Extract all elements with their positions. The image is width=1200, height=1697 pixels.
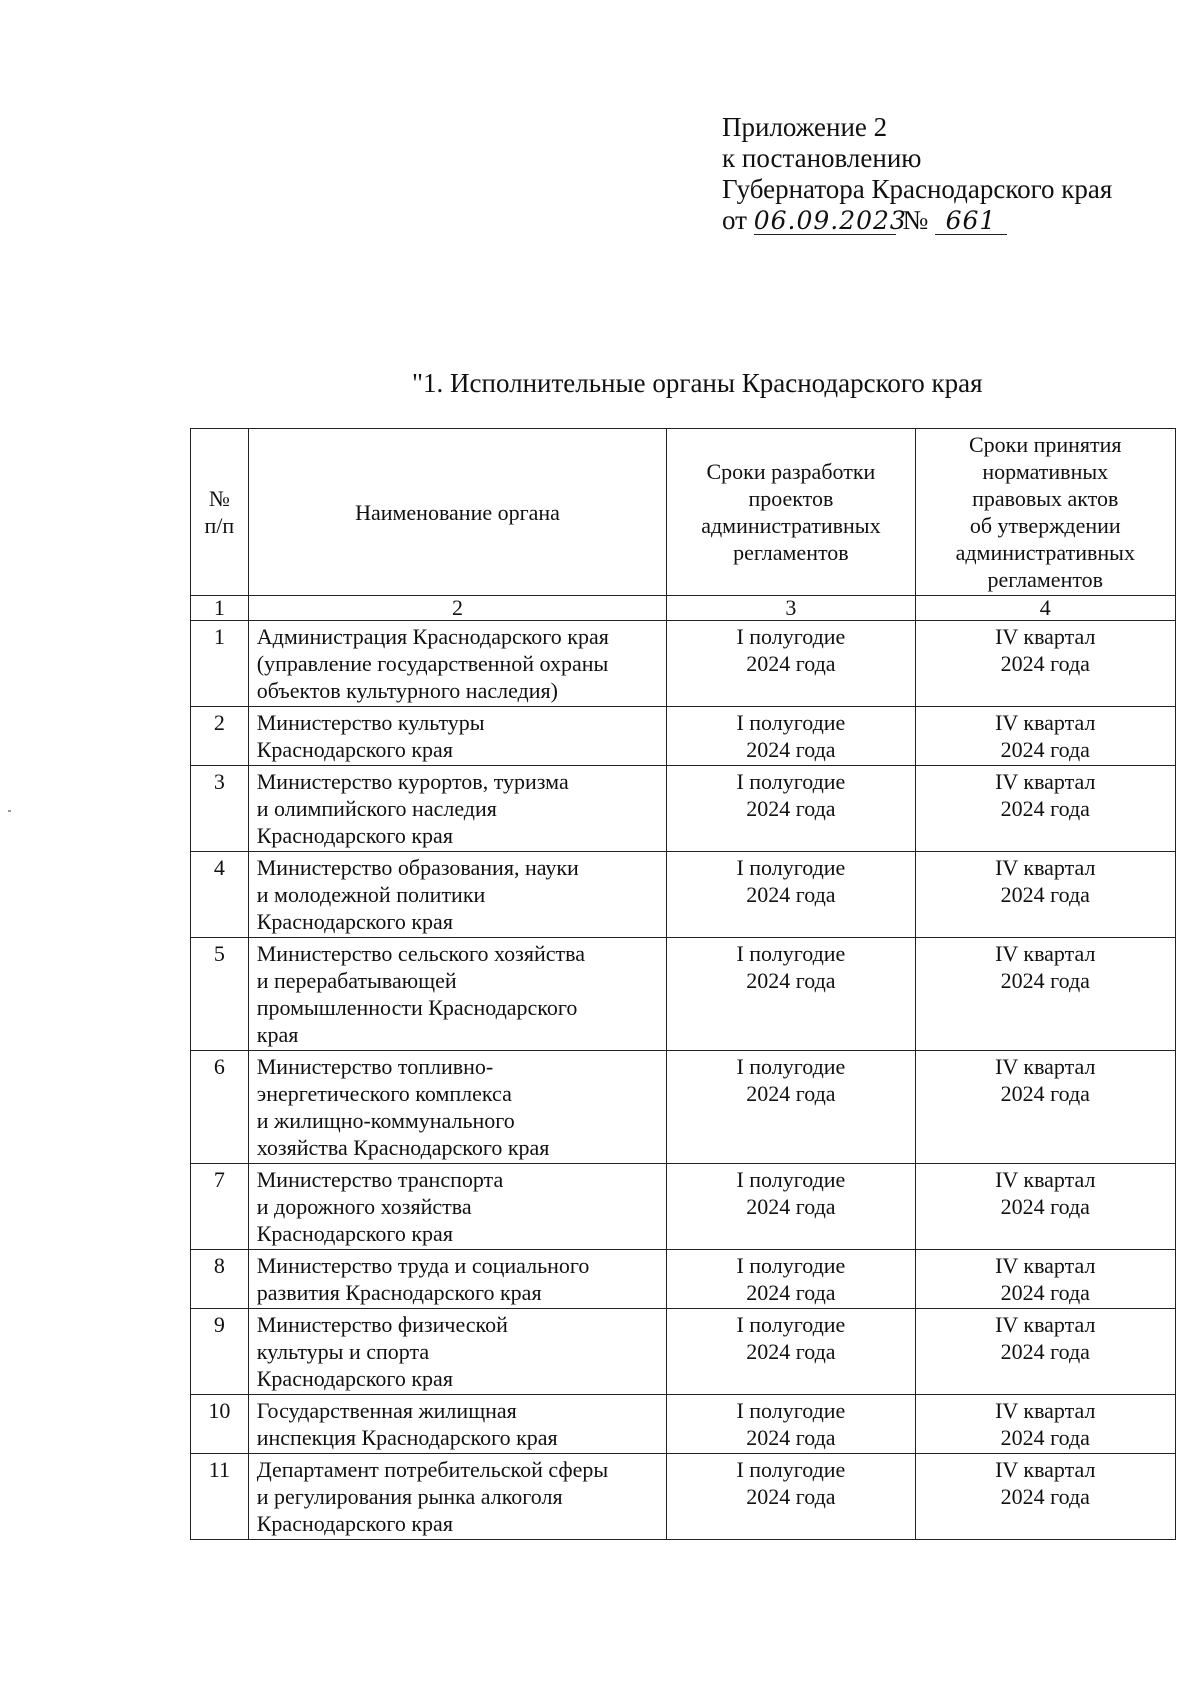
date-number-line: [722, 205, 1112, 236]
table-row: [191, 766, 1176, 852]
table-row: [191, 1454, 1176, 1540]
number-label: №: [902, 205, 929, 235]
organ-name-cell: Министерство транспорта и дорожного хозяйства Краснодарского края: [248, 1164, 667, 1250]
table-row: [191, 621, 1176, 707]
organ-name-cell: Министерство курортов, туризма и олимпийского наследия Краснодарского края: [248, 766, 667, 852]
appendix-header: [722, 112, 1112, 236]
governor-ref: Губернатора Краснодарского края: [722, 174, 1113, 204]
scan-speck: [8, 810, 11, 812]
organ-name-cell: Министерство сельского хозяйства и перерабатывающей промышленности Краснодарского края: [248, 938, 667, 1051]
header-adopt-deadline: Сроки принятия нормативных правовых актов об утверждении административных регламентов: [915, 429, 1175, 596]
dev-deadline-cell: I полугодие 2024 года: [667, 707, 915, 766]
dev-deadline-cell: I полугодие 2024 года: [667, 1309, 915, 1395]
handwritten-number: 661: [935, 208, 1007, 235]
table-row: [191, 938, 1176, 1051]
dev-deadline-cell: I полугодие 2024 года: [667, 852, 915, 938]
section-title: "1. Исполнительные органы Краснодарского края: [412, 368, 983, 398]
dev-deadline-cell: I полугодие 2024 года: [667, 1250, 915, 1309]
regulations-table: [190, 428, 1176, 1540]
table-row: [191, 707, 1176, 766]
organ-name-cell: Администрация Краснодарского края (управление государственной охраны объектов культурного наследия): [248, 621, 667, 707]
row-number-cell: 10: [191, 1395, 249, 1454]
column-number: 3: [667, 596, 915, 621]
row-number-cell: 8: [191, 1250, 249, 1309]
table-row: [191, 1250, 1176, 1309]
column-number: 2: [248, 596, 667, 621]
dev-deadline-cell: I полугодие 2024 года: [667, 1454, 915, 1540]
row-number-cell: 2: [191, 707, 249, 766]
row-number-cell: 1: [191, 621, 249, 707]
table-body: [191, 621, 1176, 1540]
row-number-cell: 7: [191, 1164, 249, 1250]
organ-name-cell: Министерство труда и социального развития Краснодарского края: [248, 1250, 667, 1309]
adopt-deadline-cell: IV квартал 2024 года: [915, 938, 1175, 1051]
handwritten-date: 06.09.2023: [753, 206, 907, 235]
adopt-deadline-cell: IV квартал 2024 года: [915, 1309, 1175, 1395]
organ-name-cell: Министерство физической культуры и спорта Краснодарского края: [248, 1309, 667, 1395]
adopt-deadline-cell: IV квартал 2024 года: [915, 1051, 1175, 1164]
adopt-deadline-cell: IV квартал 2024 года: [915, 1395, 1175, 1454]
organ-name-cell: Государственная жилищная инспекция Краснодарского края: [248, 1395, 667, 1454]
header-dev-deadline: Сроки разработки проектов административных регламентов: [667, 429, 915, 596]
adopt-deadline-cell: IV квартал 2024 года: [915, 852, 1175, 938]
dev-deadline-cell: I полугодие 2024 года: [667, 1051, 915, 1164]
dev-deadline-cell: I полугодие 2024 года: [667, 766, 915, 852]
organ-name-cell: Министерство культуры Краснодарского края: [248, 707, 667, 766]
row-number-cell: 5: [191, 938, 249, 1051]
table-row: [191, 1309, 1176, 1395]
table-header-row: [191, 429, 1176, 596]
table-row: [191, 1051, 1176, 1164]
row-number-cell: 9: [191, 1309, 249, 1395]
dev-deadline-cell: I полугодие 2024 года: [667, 938, 915, 1051]
column-number-row: [191, 596, 1176, 621]
row-number-cell: 6: [191, 1051, 249, 1164]
resolution-ref: к постановлению: [722, 143, 922, 173]
dev-deadline-cell: I полугодие 2024 года: [667, 621, 915, 707]
adopt-deadline-cell: IV квартал 2024 года: [915, 621, 1175, 707]
organ-name-cell: Департамент потребительской сферы и регулирования рынка алкоголя Краснодарского края: [248, 1454, 667, 1540]
adopt-deadline-cell: IV квартал 2024 года: [915, 1250, 1175, 1309]
column-number: 1: [191, 596, 249, 621]
row-number-cell: 3: [191, 766, 249, 852]
row-number-cell: 4: [191, 852, 249, 938]
organ-name-cell: Министерство образования, науки и молодежной политики Краснодарского края: [248, 852, 667, 938]
from-label: от: [722, 205, 747, 235]
dev-deadline-cell: I полугодие 2024 года: [667, 1395, 915, 1454]
table-row: [191, 1164, 1176, 1250]
table-row: [191, 852, 1176, 938]
column-number: 4: [915, 596, 1175, 621]
adopt-deadline-cell: IV квартал 2024 года: [915, 766, 1175, 852]
header-name: Наименование органа: [248, 429, 667, 596]
table-row: [191, 1395, 1176, 1454]
dev-deadline-cell: I полугодие 2024 года: [667, 1164, 915, 1250]
appendix-label: Приложение 2: [722, 112, 888, 142]
adopt-deadline-cell: IV квартал 2024 года: [915, 707, 1175, 766]
adopt-deadline-cell: IV квартал 2024 года: [915, 1454, 1175, 1540]
row-number-cell: 11: [191, 1454, 249, 1540]
organ-name-cell: Министерство топливно- энергетического комплекса и жилищно-коммунального хозяйства Краснодарского края: [248, 1051, 667, 1164]
header-num: № п/п: [191, 429, 249, 596]
adopt-deadline-cell: IV квартал 2024 года: [915, 1164, 1175, 1250]
